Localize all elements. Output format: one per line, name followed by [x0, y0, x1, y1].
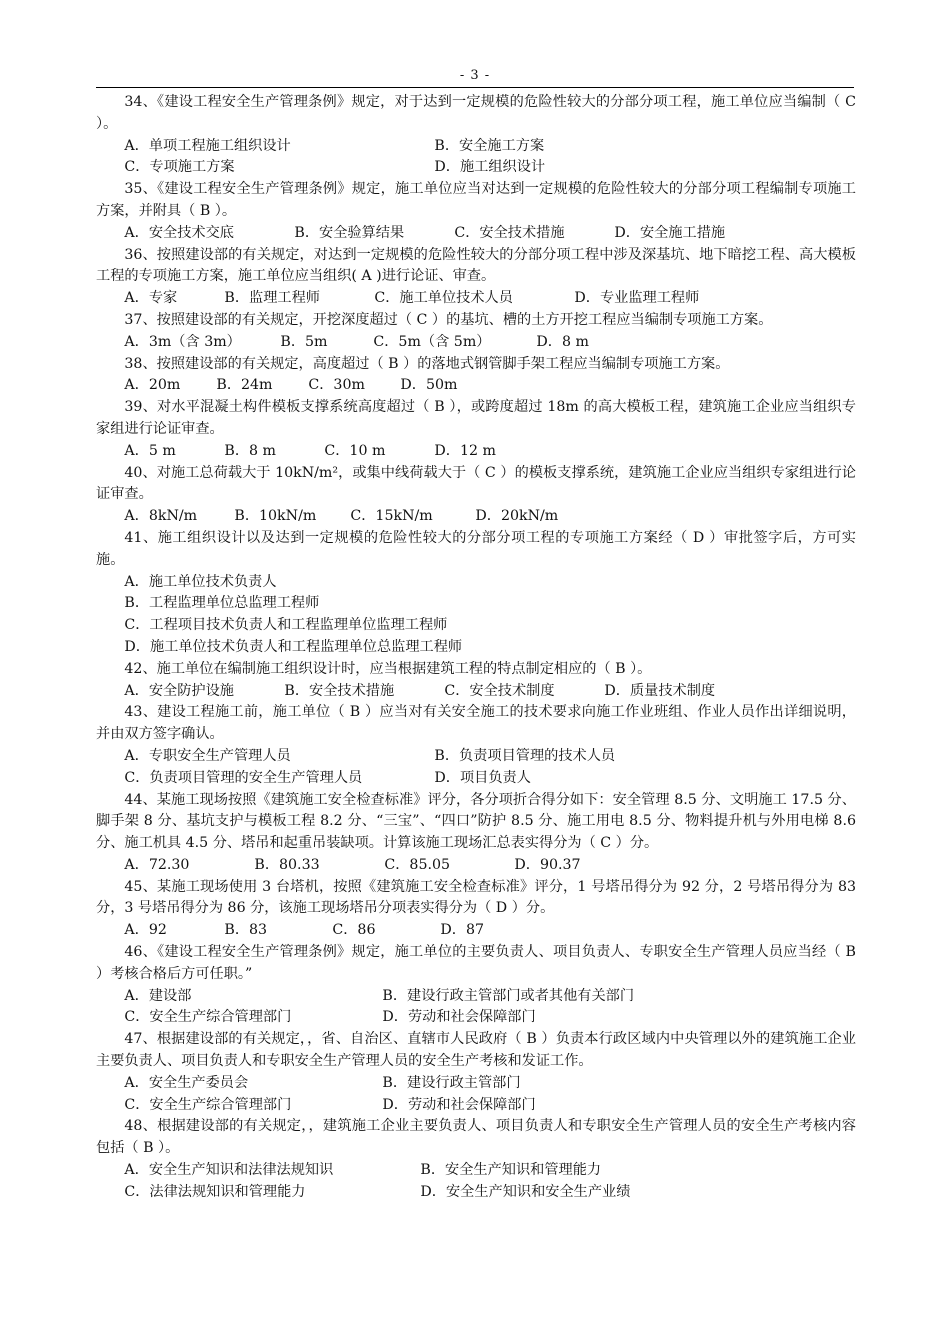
- question-list: [96, 92, 856, 1204]
- answer-option: D．90.37: [514, 856, 581, 873]
- option-row: [96, 1007, 856, 1029]
- question-stem: 47、根据建设部的有关规定，，省、自治区、直辖市人民政府（ B ）负责本行政区域内中央管理以外的建筑施工企业主要负责人、项目负责人和专职安全生产管理人员的安全生产考核和发证工作。: [96, 1031, 856, 1070]
- answer-option: B．建设行政主管部门: [382, 1074, 521, 1091]
- answer-option: C．工程项目技术负责人和工程监理单位监理工程师: [124, 617, 448, 634]
- question-stem: 41、施工组织设计以及达到一定规模的危险性较大的分部分项工程的专项施工方案经（ D ）审批签字后，方可实施。: [96, 529, 856, 568]
- answer-option: C．86: [332, 922, 376, 939]
- question-stem: 42、施工单位在编制施工组织设计时，应当根据建筑工程的特点制定相应的（ B ）。: [124, 660, 652, 677]
- answer-option: D．安全施工措施: [614, 224, 726, 241]
- answer-option: D．50m: [400, 377, 458, 394]
- answer-option: C．负责项目管理的安全生产管理人员: [124, 769, 363, 786]
- answer-option: B．安全验算结果: [294, 224, 405, 241]
- option-row: [96, 920, 856, 942]
- answer-option: A．3m（含 3m）: [124, 333, 241, 350]
- answer-option: D．安全生产知识和安全生产业绩: [420, 1183, 631, 1200]
- answer-option: A．施工单位技术负责人: [124, 573, 277, 590]
- answer-option: D．质量技术制度: [604, 682, 716, 699]
- answer-option: A．专职安全生产管理人员: [124, 747, 291, 764]
- answer-option: A．20m: [124, 377, 181, 394]
- answer-option: B．80.33: [254, 856, 320, 873]
- question-stem: 39、对水平混凝土构件模板支撑系统高度超过（ B ），或跨度超过 18m 的高大模板工程，建筑施工企业应当组织专家组进行论证审查。: [96, 399, 856, 437]
- answer-option: C．安全技术制度: [444, 682, 555, 699]
- question-stem: 44、某施工现场按照《建筑施工安全检查标准》评分，各分项折合得分如下：安全管理 8.5 分、文明施工 17.5 分、脚手架 8 分、基坑支护与模板工程 8.2 分、“三宝”、“四口”防护 8.5 分、施工用电 8.5 分、物料提升机与外用电梯 8.6 分、施工机具 4.5 分、塔吊和起重吊装缺项。计算该施工现场汇总表实得分为（ C ）分。: [96, 791, 856, 852]
- answer-option: D．专业监理工程师: [574, 290, 700, 307]
- answer-option: A．安全生产知识和法律法规知识: [124, 1162, 334, 1179]
- option-row: [96, 506, 856, 528]
- option-row: [96, 136, 856, 158]
- answer-option: A．建设部: [124, 987, 192, 1004]
- answer-option: B．安全技术措施: [284, 682, 395, 699]
- answer-option: A．安全生产委员会: [124, 1074, 249, 1091]
- answer-option: D．施工单位技术负责人和工程监理单位总监理工程师: [124, 638, 463, 655]
- option-row: [96, 288, 856, 310]
- option-row: [96, 332, 856, 354]
- answer-option: C．10 m: [324, 442, 386, 459]
- answer-option: B．监理工程师: [224, 290, 320, 307]
- option-row: [96, 572, 856, 594]
- option-row: [96, 855, 856, 877]
- answer-option: D．8 m: [536, 333, 589, 350]
- answer-option: C．安全生产综合管理部门: [124, 1096, 292, 1113]
- answer-option: C．30m: [308, 377, 365, 394]
- answer-option: A．单项工程施工组织设计: [124, 137, 291, 154]
- page-number: - 3 -: [459, 68, 491, 83]
- answer-option: D．项目负责人: [434, 769, 531, 786]
- answer-option: C．安全技术措施: [454, 224, 565, 241]
- answer-option: A．72.30: [124, 856, 190, 873]
- option-row: [96, 593, 856, 615]
- option-row: [96, 1182, 856, 1204]
- option-row: [96, 681, 856, 703]
- question-stem: 45、某施工现场使用 3 台塔机，按照《建筑施工安全检查标准》评分，1 号塔吊得分为 92 分，2 号塔吊得分为 83 分，3 号塔吊得分为 86 分，该施工现场塔吊分项表实得分为（ D ）分。: [96, 878, 856, 917]
- answer-option: B．83: [224, 922, 268, 939]
- question-stem: 43、建设工程施工前，施工单位（ B ）应当对有关安全施工的技术要求向施工作业班组、作业人员作出详细说明，并由双方签字确认。: [96, 704, 856, 743]
- question-stem: 34、《建设工程安全生产管理条例》规定，对于达到一定规模的危险性较大的分部分项工程，施工单位应当编制（ C ）。: [96, 94, 856, 132]
- question-stem: 35、《建设工程安全生产管理条例》规定，施工单位应当对达到一定规模的危险性较大的分部分项工程编制专项施工方案，并附具（ B ）。: [96, 181, 856, 219]
- answer-option: B．工程监理单位总监理工程师: [124, 595, 320, 612]
- answer-option: C．法律法规知识和管理能力: [124, 1183, 306, 1200]
- answer-option: B．24m: [216, 377, 273, 394]
- answer-option: D．87: [440, 922, 485, 939]
- option-row: [96, 768, 856, 790]
- answer-option: A．5 m: [124, 442, 176, 459]
- answer-option: D．劳动和社会保障部门: [382, 1009, 536, 1026]
- answer-option: A．专家: [124, 290, 178, 307]
- answer-option: B．安全施工方案: [434, 137, 545, 154]
- answer-option: D．12 m: [434, 442, 496, 459]
- option-row: [96, 637, 856, 659]
- answer-option: B．建设行政主管部门或者其他有关部门: [382, 987, 635, 1004]
- question-stem: 40、对施工总荷载大于 10kN/m²，或集中线荷载大于（ C ）的模板支撑系统，建筑施工企业应当组织专家组进行论证审查。: [96, 464, 856, 503]
- option-row: [96, 615, 856, 637]
- option-row: [96, 1073, 856, 1095]
- answer-option: C．专项施工方案: [124, 159, 235, 176]
- question-stem: 38、按照建设部的有关规定，高度超过（ B ）的落地式钢管脚手架工程应当编制专项施工方案。: [124, 355, 730, 372]
- answer-option: C．15kN/m: [350, 508, 433, 525]
- question-stem: 46、《建设工程安全生产管理条例》规定，施工单位的主要负责人、项目负责人、专职安全生产管理人员应当经（ B ）考核合格后方可任职。”: [96, 944, 856, 982]
- option-row: [96, 223, 856, 245]
- header-rule: [96, 87, 854, 88]
- option-row: [96, 1095, 856, 1117]
- answer-option: C．5m（含 5m）: [373, 333, 491, 350]
- answer-option: A．8kN/m: [124, 508, 198, 525]
- answer-option: B．5m: [280, 333, 328, 350]
- answer-option: B．负责项目管理的技术人员: [434, 747, 616, 764]
- question-stem: 37、按照建设部的有关规定，开挖深度超过（ C ）的基坑、槽的土方开挖工程应当编制专项施工方案。: [124, 311, 773, 328]
- option-row: [96, 1160, 856, 1182]
- option-row: [96, 441, 856, 463]
- answer-option: C．施工单位技术人员: [374, 290, 513, 307]
- option-row: [96, 157, 856, 179]
- answer-option: A．92: [124, 922, 167, 939]
- answer-option: B．10kN/m: [234, 508, 317, 525]
- answer-option: B．8 m: [224, 442, 276, 459]
- question-stem: 36、按照建设部的有关规定，对达到一定规模的危险性较大的分部分项工程中涉及深基坑、地下暗挖工程、高大模板工程的专项施工方案，施工单位应当组织( A )进行论证、审查。: [96, 246, 856, 285]
- answer-option: D．劳动和社会保障部门: [382, 1096, 536, 1113]
- option-row: [96, 746, 856, 768]
- answer-option: A．安全防护设施: [124, 682, 234, 699]
- answer-option: C．安全生产综合管理部门: [124, 1009, 292, 1026]
- answer-option: A．安全技术交底: [124, 224, 234, 241]
- answer-option: C．85.05: [384, 856, 451, 873]
- answer-option: B．安全生产知识和管理能力: [420, 1162, 602, 1179]
- answer-option: D．施工组织设计: [434, 159, 546, 176]
- option-row: [96, 986, 856, 1008]
- question-stem: 48、根据建设部的有关规定，，建筑施工企业主要负责人、项目负责人和专职安全生产管理人员的安全生产考核内容包括（ B ）。: [96, 1118, 856, 1157]
- option-row: [96, 375, 856, 397]
- answer-option: D．20kN/m: [475, 508, 559, 525]
